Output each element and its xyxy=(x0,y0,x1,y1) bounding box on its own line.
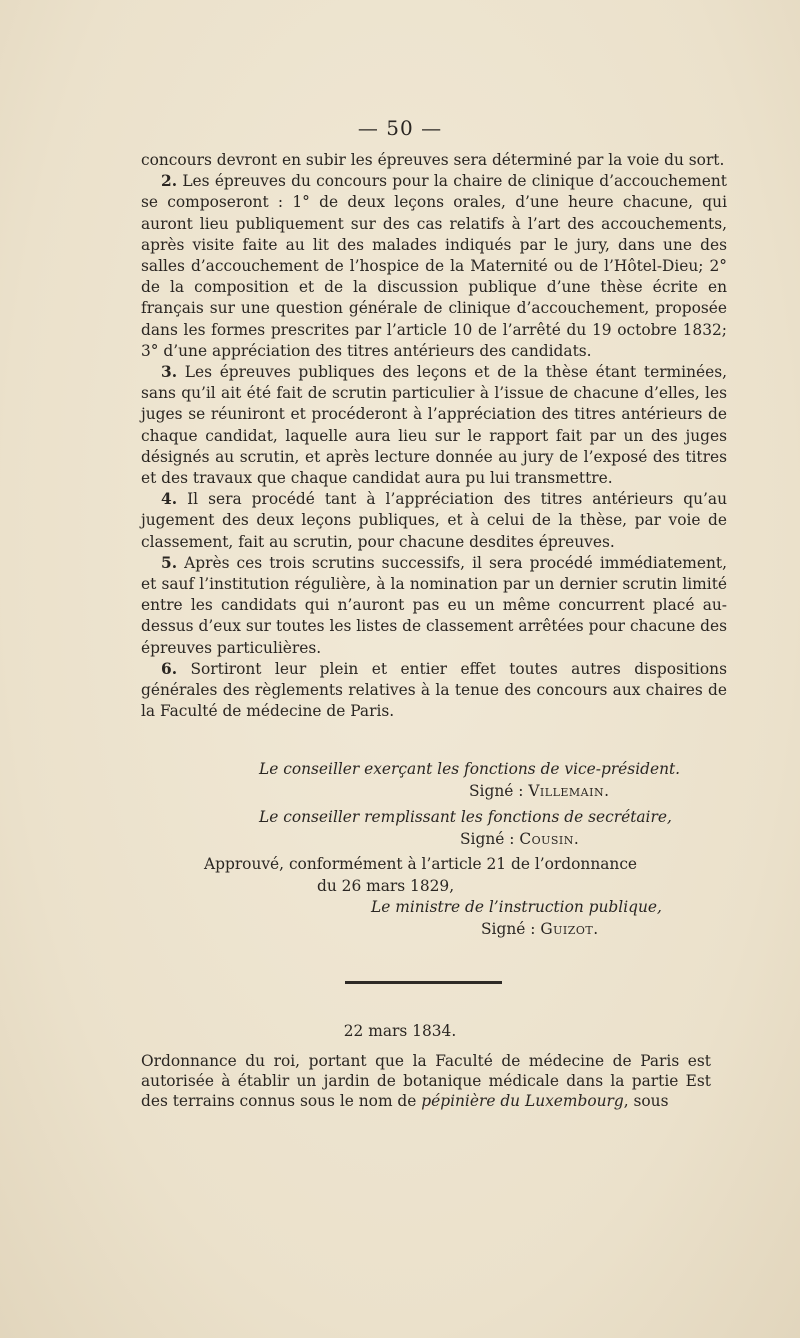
article-number-5: 5. xyxy=(161,553,178,572)
vice-president-signature xyxy=(469,781,769,802)
paragraph-1-text: concours devront en subir les épreuves sera déterminé par la voie du sort. xyxy=(141,151,725,169)
paragraph-4 xyxy=(141,489,727,553)
secretary-signature xyxy=(460,829,760,850)
article-number-2: 2. xyxy=(161,172,178,191)
paragraph-3-text: Les épreuves publiques des leçons et de la thèse étant terminées, sans qu’il ait été fait de scrutin particulier à l’issue de chacune d’elles, les juges se réuniront et procéderont à l’appréciation des titres antérieurs de chaque candidat, laquelle aura lieu sur le rapport fait par un des juges désignés au scrutin, et après lecture donnée au jury de l’exposé des titres et des travaux que chaque candidat aura pu lui transmettre. xyxy=(141,363,727,488)
paragraph-2 xyxy=(141,171,727,362)
paragraph-4-text: Il sera procédé tant à l’appréciation des titres antérieurs qu’au jugement des deux leçons publiques, et à celui de la thèse, par voie de classement, fait au scrutin, pour chacune desdites épreuves. xyxy=(141,490,727,551)
paragraph-2-text: Les épreuves du concours pour la chaire de clinique d’accouchement se composeront : 1° de deux leçons orales, d’une heure chacune, qui auront lieu publiquement sur des cas relatifs à l’art des accouchements, après visite faite au lit des malades indiqués par le jury, dans une des salles d’accouchement de l’hospice de la Maternité ou de l’Hôtel-Dieu; 2° de la composition et de la discussion publique d’une thèse écrite en français sur une question générale de clinique d’accouchement, proposée dans les formes prescrites par l’article 10 de l’arrêté du 19 octobre 1832; 3° d’une appréciation des titres antérieurs des candidats. xyxy=(141,172,727,360)
article-number-3: 3. xyxy=(161,363,178,382)
minister-title: Le ministre de l’instruction publique, xyxy=(371,898,662,916)
signed-label: Signé : xyxy=(460,830,520,848)
paragraph-1 xyxy=(141,150,727,171)
page-number: — 50 — xyxy=(357,116,443,140)
secretary-title: Le conseiller remplissant les fonctions de secrétaire, xyxy=(259,808,672,826)
ordinance-paragraph: Ordonnance du roi, portant que la Faculté de médecine de Paris est autorisée à établir un jardin de botanique médicale dans la partie Est des terrains connus sous le nom de pépinière du Luxembourg, sous xyxy=(141,1052,711,1110)
approval-line-2: du 26 mars 1829, xyxy=(317,877,455,895)
signatory-name: Villemain. xyxy=(528,782,610,800)
paragraph-6-text: Sortiront leur plein et entier effet toutes autres dispositions générales des règlements relatives à la tenue des concours aux chaires de la Faculté de médecine de Paris. xyxy=(141,659,727,721)
minister-signature xyxy=(481,919,781,940)
approval-line-1: Approuvé, conformément à l’article 21 de l’ordonnance xyxy=(204,855,638,873)
place-name: pépinière du Luxembourg xyxy=(421,1092,624,1110)
paragraph-5-text: Après ces trois scrutins successifs, il sera procédé immédiatement, et sauf l’institution régulière, à la nomination par un dernier scrutin limité entre les candidats qui n’auront pas eu un même concurrent placé au-dessus d’eux sur toutes les listes de classement arrêtées pour chacune des épreuves particulières. xyxy=(141,553,727,657)
article-number-4: 4. xyxy=(161,490,178,509)
ordinance-date: 22 mars 1834. xyxy=(343,1022,457,1040)
signed-label: Signé : xyxy=(481,920,541,938)
paragraph-3 xyxy=(141,362,727,489)
paragraph-5 xyxy=(141,553,727,659)
signatory-name: Guizot. xyxy=(540,920,599,938)
article-body xyxy=(141,150,727,722)
signatory-name: Cousin. xyxy=(519,830,580,848)
article-number-6: 6. xyxy=(161,659,178,678)
paragraph-6 xyxy=(141,659,727,723)
ordinance-text xyxy=(141,1051,711,1111)
section-divider xyxy=(345,981,502,984)
vice-president-title: Le conseiller exerçant les fonctions de vice-président. xyxy=(259,760,681,778)
signed-label: Signé : xyxy=(469,782,529,800)
